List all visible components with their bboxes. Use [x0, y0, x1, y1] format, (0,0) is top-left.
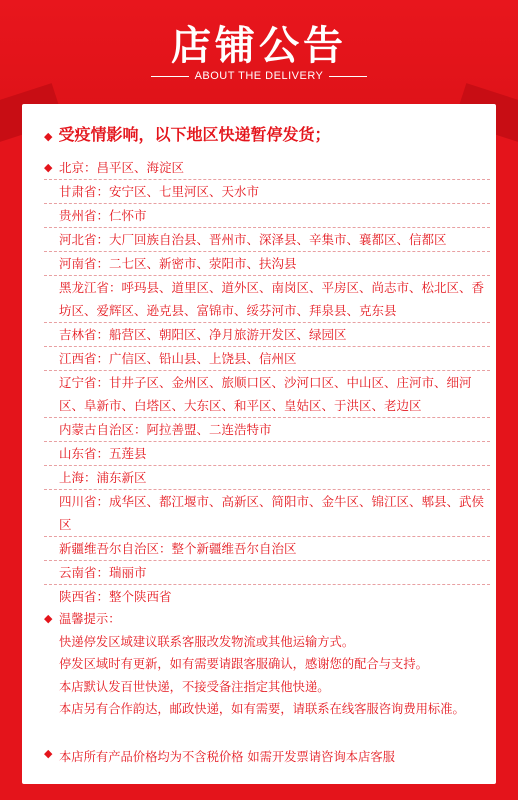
region-item: [44, 371, 490, 418]
region-text: 四川省：成华区、都江堰市、高新区、简阳市、金牛区、锦江区、郫县、武侯区: [59, 494, 485, 532]
region-text: 河南省：二七区、新密市、荥阳市、扶沟县: [59, 256, 297, 271]
region-item: [44, 537, 490, 561]
region-text: 黑龙江省：呼玛县、道里区、道外区、南岗区、平房区、尚志市、松北区、香坊区、爱辉区、逊克县、富锦市、绥芬河市、拜泉县、克东县: [59, 280, 485, 318]
tip-line: 本店另有合作韵达，邮政快递，如有需要，请联系在线客服咨询费用标准。: [59, 702, 465, 716]
region-item: [44, 561, 490, 585]
region-text: 上海：浦东新区: [59, 470, 147, 485]
diamond-icon: ◆: [44, 161, 53, 174]
tips-title-row: [44, 608, 490, 631]
diamond-icon: ◆: [44, 130, 53, 143]
region-text: 贵州省：仁怀市: [59, 208, 147, 223]
tip-line: 快递停发区域建议联系客服改发物流或其他运输方式。: [59, 634, 355, 649]
region-text: 江西省：广信区、铅山县、上饶县、信州区: [59, 351, 297, 366]
region-item: [44, 252, 490, 276]
region-item: [44, 180, 490, 204]
tips-section: [44, 608, 490, 721]
tips-title: 温馨提示：: [59, 612, 121, 626]
diamond-icon: ◆: [44, 612, 53, 625]
region-text: 辽宁省：甘井子区、金州区、旅顺口区、沙河口区、中山区、庄河市、细河区、阜新市、白塔区、大东区、和平区、皇姑区、于洪区、老边区: [59, 375, 472, 413]
region-text: 云南省：瑞丽市: [59, 565, 147, 580]
region-item: [44, 585, 490, 608]
diamond-icon: ◆: [44, 747, 53, 760]
tip-line: 停发区域时有更新，如有需要请跟客服确认，感谢您的配合与支持。: [59, 657, 428, 671]
footer-text: 本店所有产品价格均为不含税价格 如需开发票请咨询本店客服: [59, 750, 395, 764]
region-text: 陕西省：整个陕西省: [59, 589, 172, 604]
region-item: [44, 204, 490, 228]
footer-row: [44, 747, 505, 765]
region-text: 河北省：大厂回族自治县、晋州市、深泽县、辛集市、襄都区、信都区: [59, 232, 447, 247]
region-text: 北京：昌平区、海淀区: [59, 160, 185, 175]
region-text: 吉林省：船营区、朝阳区、净月旅游开发区、绿园区: [59, 327, 347, 342]
region-item: [44, 323, 490, 347]
region-item: [44, 442, 490, 466]
subtitle-row: [0, 70, 518, 82]
region-text: 新疆维吾尔自治区：整个新疆维吾尔自治区: [59, 541, 297, 556]
notice-card: [22, 104, 496, 784]
region-item: [44, 228, 490, 252]
region-item: [44, 156, 490, 180]
divider-left: [151, 76, 189, 77]
divider-right: [329, 76, 367, 77]
region-text: 山东省：五莲县: [59, 446, 147, 461]
notice-heading: 受疫情影响，以下地区快递暂停发货；: [58, 125, 331, 144]
notice-heading-row: [44, 122, 484, 145]
region-text: 甘肃省：安宁区、七里河区、天水市: [59, 184, 260, 199]
region-list: [44, 156, 490, 608]
region-item: [44, 490, 490, 537]
region-item: [44, 418, 490, 442]
region-text: 内蒙古自治区：阿拉善盟、二连浩特市: [59, 422, 272, 437]
region-item: [44, 466, 490, 490]
page-title: 店铺公告: [171, 23, 347, 69]
tip-line: 本店默认发百世快递，不接受备注指定其他快递。: [59, 679, 330, 694]
page-subtitle: ABOUT THE DELIVERY: [194, 70, 324, 82]
region-item: [44, 347, 490, 371]
region-item: [44, 276, 490, 323]
